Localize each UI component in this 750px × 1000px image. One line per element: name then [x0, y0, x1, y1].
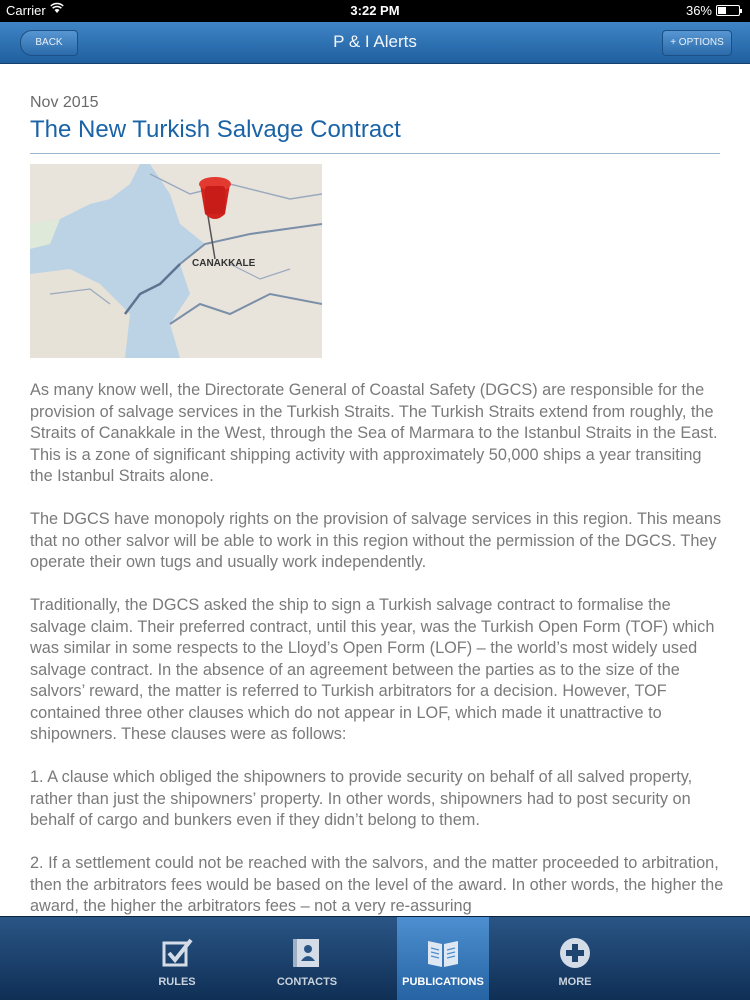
article-paragraph: 2. If a settlement could not be reached with the salvors, and the matter proceeded to arbitration, then the arbitrators fees would be based on the level of the award. In other words, the higher the award, the higher the arbitrators fees – not a very re-assuring: [30, 854, 724, 915]
battery-icon: [716, 5, 740, 16]
carrier-label: Carrier: [6, 3, 46, 18]
article-map-image: [30, 164, 322, 358]
article-paragraph: 1. A clause which obliged the shipowners to provide security on behalf of all salved property, rather than just the shipowners’ property. In other words, shipowners had to post security on behalf of cargo and bunkers even if they didn’t belong to them.: [30, 768, 693, 829]
map-city-label: CANAKKALE: [192, 258, 256, 269]
wifi-icon: [50, 2, 64, 17]
book-icon: [426, 937, 460, 969]
article-title: The New Turkish Salvage Contract: [30, 116, 401, 143]
tab-rules[interactable]: [132, 917, 222, 1000]
checkbox-icon: [161, 937, 193, 969]
options-button[interactable]: + OPTIONS: [662, 30, 732, 56]
article-paragraph: Traditionally, the DGCS asked the ship to sign a Turkish salvage contract to formalise the salvage claim. Their preferred contract, until this year, was the Turkish Open Form (TOF) which was similar in some respects to the Lloyd’s Open Form (LOF) – the world’s most widely used salvage contract. In the absence of an agreement between the parties as to the size of the salvors’ reward, the matter is referred to Turkish arbitrators for a decision. However, TOF contained three other clauses which do not appear in LOF, which made it unattractive to shipowners. These clauses were as follows:: [30, 596, 715, 743]
page-title: P & I Alerts: [333, 32, 417, 51]
article-paragraph: As many know well, the Directorate General of Coastal Safety (DGCS) are responsible for the provision of salvage services in the Turkish Straits. The Turkish Straits extend from roughly, the Straits of Canakkale in the West, through the Sea of Marmara to the Istanbul Straits in the East. This is a zone of significant shipping activity with approximately 50,000 ships a year transiting the Istanbul Straits alone.: [30, 381, 718, 485]
tab-more[interactable]: [530, 917, 620, 1000]
back-button[interactable]: BACK: [20, 30, 78, 56]
article-date: Nov 2015: [30, 94, 99, 111]
article-body: [30, 380, 725, 916]
article-paragraph: The DGCS have monopoly rights on the provision of salvage services in this region. This means that no other salvor will be able to work in this region without the permission of the DGCS. They operate their own tugs and usually work independently.: [30, 510, 722, 571]
tab-contacts[interactable]: [262, 917, 352, 1000]
status-time: 3:22 PM: [350, 3, 400, 18]
tab-bar: [0, 916, 750, 1000]
contacts-icon: [291, 937, 323, 969]
tab-more-label: MORE: [558, 976, 592, 988]
tab-rules-label: RULES: [158, 976, 196, 988]
battery-percent: 36%: [685, 3, 712, 18]
title-divider: [30, 153, 720, 154]
plus-circle-icon: [559, 937, 591, 969]
article-scroll-view[interactable]: [0, 64, 750, 916]
navigation-bar: [0, 22, 750, 64]
status-bar: [0, 0, 750, 22]
tab-publications[interactable]: [397, 917, 489, 1000]
tab-contacts-label: CONTACTS: [276, 976, 338, 988]
tab-publications-label: PUBLICATIONS: [402, 976, 484, 988]
